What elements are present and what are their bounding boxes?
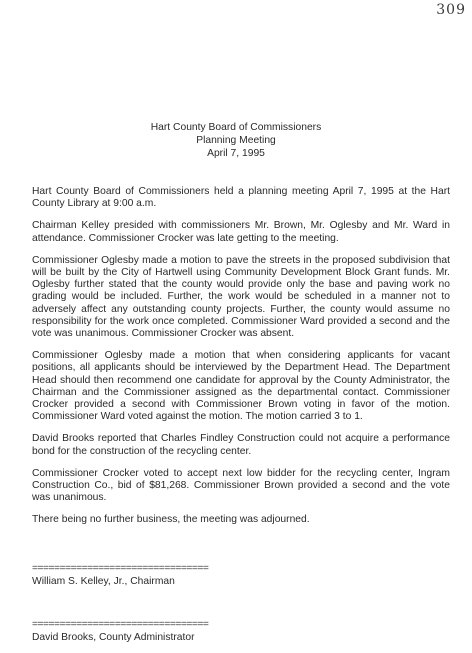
header-date: April 7, 1995 bbox=[207, 148, 265, 159]
signature-administrator bbox=[32, 618, 208, 644]
signature-chairman bbox=[32, 562, 208, 588]
paragraph-hiring-motion: Commissioner Oglesby made a motion that when considering applicants for vacant positions, all applicants should be interviewed by the Department Head. The Department Head should then recommend one candidate for approval by the County Administrator, the Chairman and the Commissioner assigned as the departmental contact. Commissioner Crocker provided a second with Commissioner Brown voting in favor of the motion. Commissioner Ward voted against the motion. The motion carried 3 to 1. bbox=[32, 350, 450, 423]
paragraph-adjournment: There being no further business, the meeting was adjourned. bbox=[32, 514, 310, 526]
minutes-body bbox=[32, 186, 450, 537]
signature-name: William S. Kelley, Jr., Chairman bbox=[32, 576, 175, 587]
paragraph-recycling-bid: Commissioner Crocker voted to accept next low bidder for the recycling center, Ingram Construction Co., bid of $81,268. Commissioner Brown provided a second and the vote was unanimous. bbox=[32, 467, 450, 504]
paragraph-attendance: Chairman Kelley presided with commissioners Mr. Brown, Mr. Oglesby and Mr. Ward in attendance. Commissioner Crocker was late getting to the meeting. bbox=[32, 220, 450, 244]
paragraph-performance-bond: David Brooks reported that Charles Findley Construction could not acquire a performance bond for the construction of the recycling center. bbox=[32, 433, 450, 457]
page-number: 309 bbox=[436, 2, 466, 18]
signature-line: ================================ bbox=[32, 619, 209, 630]
paragraph-intro: Hart County Board of Commissioners held a planning meeting April 7, 1995 at the Hart County Library at 9:00 a.m. bbox=[32, 186, 450, 210]
header-organization: Hart County Board of Commissioners bbox=[150, 122, 322, 133]
header-meeting-type: Planning Meeting bbox=[196, 135, 276, 146]
signature-line: ================================ bbox=[32, 563, 209, 574]
signature-name: David Brooks, County Administrator bbox=[32, 632, 195, 643]
paragraph-paving-motion: Commissioner Oglesby made a motion to pave the streets in the proposed subdivision that will be built by the City of Hartwell using Community Development Block Grant funds. Mr. Oglesby further stated that the county would provide only the base and paving work no grading would be included. Further, the work would be scheduled in a manner not to adversely affect any outstanding county projects. Further, the county would assume no responsibility for the work once completed. Commissioner Ward provided a second and the vote was unanimous. Commissioner Crocker was absent. bbox=[32, 254, 450, 340]
document-header bbox=[0, 121, 472, 160]
